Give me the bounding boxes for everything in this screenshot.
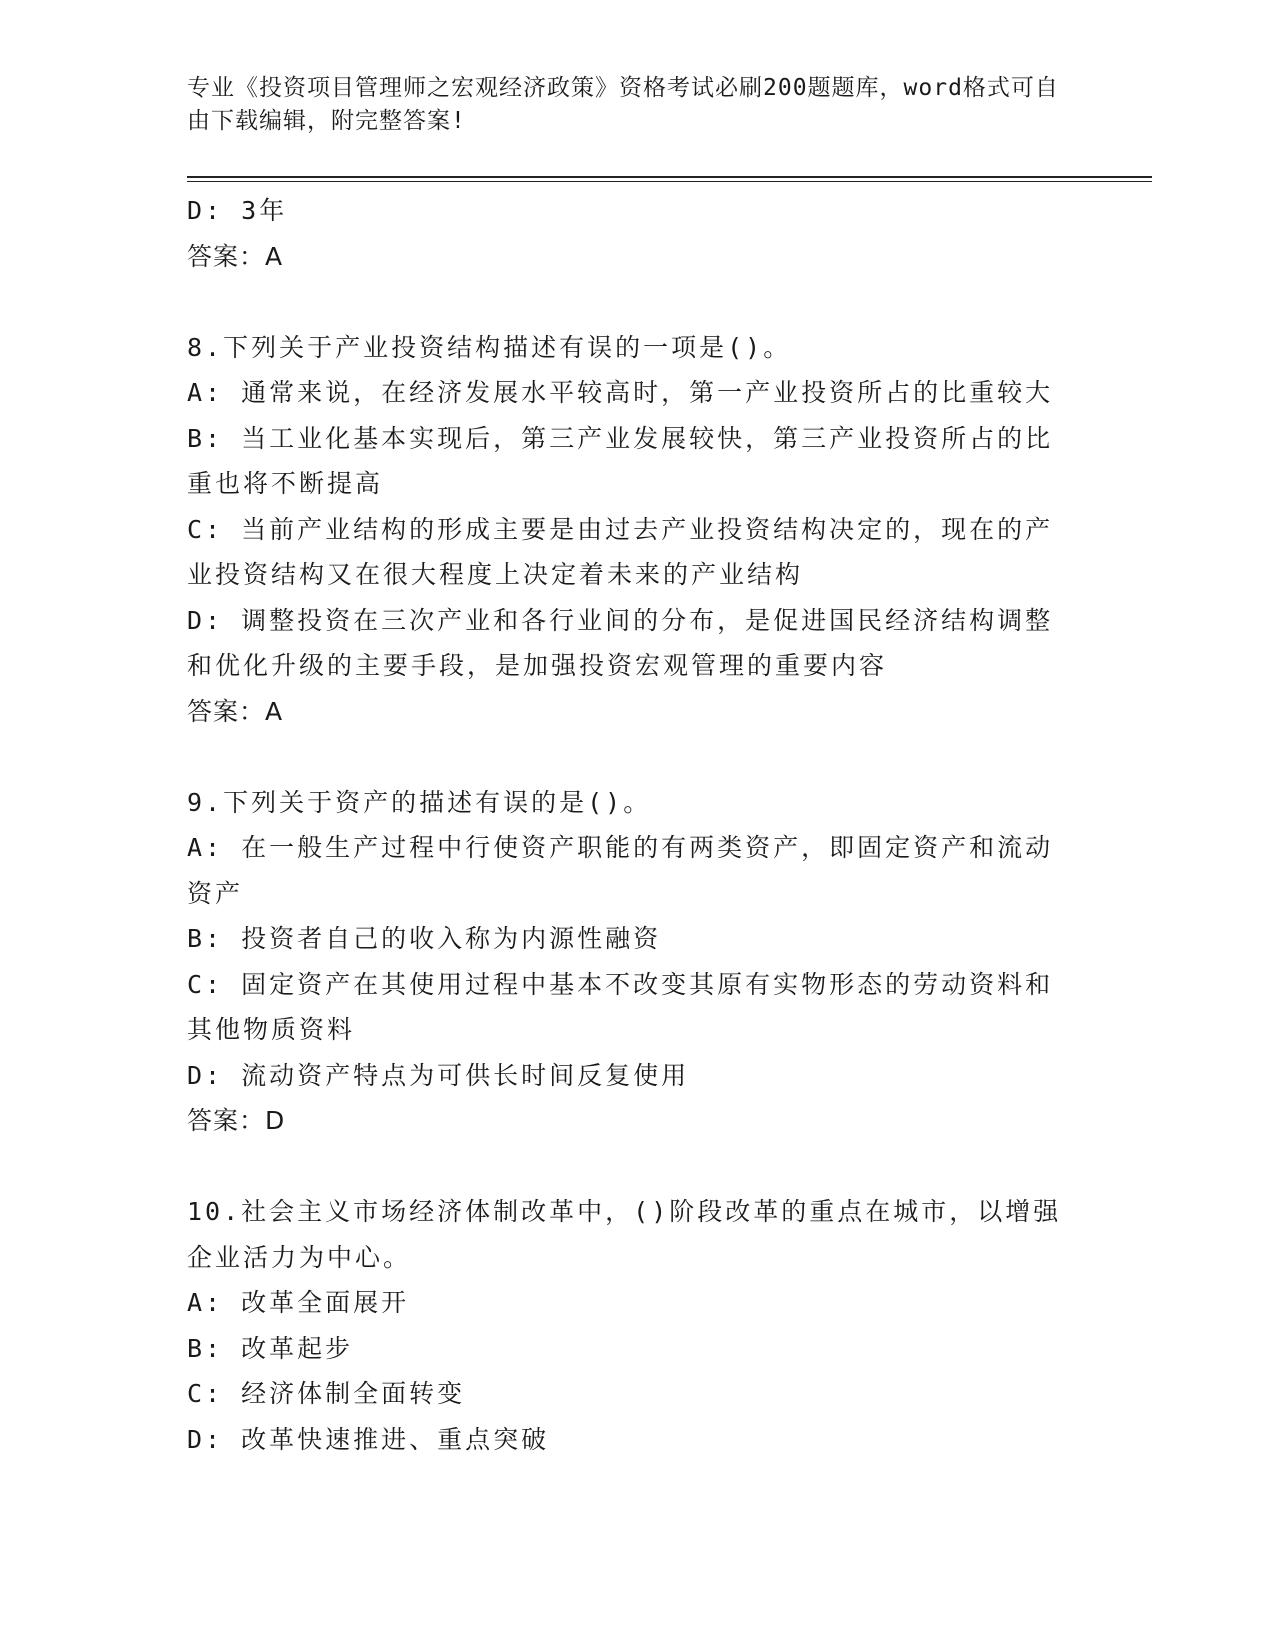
spacer bbox=[187, 279, 1072, 325]
page-header bbox=[187, 72, 1067, 138]
question-stem: 9.下列关于资产的描述有误的是()。 bbox=[187, 787, 652, 817]
option-c: C: 经济体制全面转变 bbox=[187, 1379, 466, 1408]
question-9 bbox=[187, 780, 1072, 1144]
option-c: C: 固定资产在其使用过程中基本不改变其原有实物形态的劳动资料和其他物质资料 bbox=[187, 969, 1054, 1044]
document-title: 专业《投资项目管理师之宏观经济政策》资格考试必刷200题题库，word格式可自由下载编辑，附完整答案! bbox=[187, 75, 1059, 134]
option-c: C: 当前产业结构的形成主要是由过去产业投资结构决定的，现在的产业投资结构又在很大程度上决定着未来的产业结构 bbox=[187, 514, 1054, 589]
spacer bbox=[187, 1144, 1072, 1190]
answer-line: 答案：D bbox=[187, 1106, 286, 1135]
option-d: D: 改革快速推进、重点突破 bbox=[187, 1424, 550, 1454]
answer-line: 答案：A bbox=[187, 696, 284, 726]
option-d: D: 3年 bbox=[187, 196, 288, 225]
spacer bbox=[187, 734, 1072, 780]
header-divider-thick bbox=[187, 176, 1152, 178]
question-7-tail bbox=[187, 188, 1072, 279]
question-stem: 10.社会主义市场经济体制改革中，()阶段改革的重点在城市，以增强企业活力为中心。 bbox=[187, 1197, 1062, 1272]
header-divider-thin bbox=[187, 181, 1152, 182]
question-8 bbox=[187, 325, 1072, 735]
option-d: D: 调整投资在三次产业和各行业间的分布，是促进国民经济结构调整和优化升级的主要手段，是加强投资宏观管理的重要内容 bbox=[187, 605, 1054, 680]
question-list bbox=[187, 188, 1072, 1462]
option-b: B: 当工业化基本实现后，第三产业发展较快，第三产业投资所占的比重也将不断提高 bbox=[187, 423, 1054, 498]
option-a: A: 改革全面展开 bbox=[187, 1288, 410, 1317]
question-stem: 8.下列关于产业投资结构描述有误的一项是()。 bbox=[187, 332, 792, 362]
question-10 bbox=[187, 1189, 1072, 1462]
option-b: B: 投资者自己的收入称为内源性融资 bbox=[187, 924, 662, 953]
option-d: D: 流动资产特点为可供长时间反复使用 bbox=[187, 1060, 690, 1090]
answer-line: 答案：A bbox=[187, 241, 284, 271]
option-a: A: 通常来说，在经济发展水平较高时，第一产业投资所占的比重较大 bbox=[187, 378, 1054, 407]
option-b: B: 改革起步 bbox=[187, 1333, 354, 1363]
option-a: A: 在一般生产过程中行使资产职能的有两类资产，即固定资产和流动资产 bbox=[187, 833, 1054, 908]
